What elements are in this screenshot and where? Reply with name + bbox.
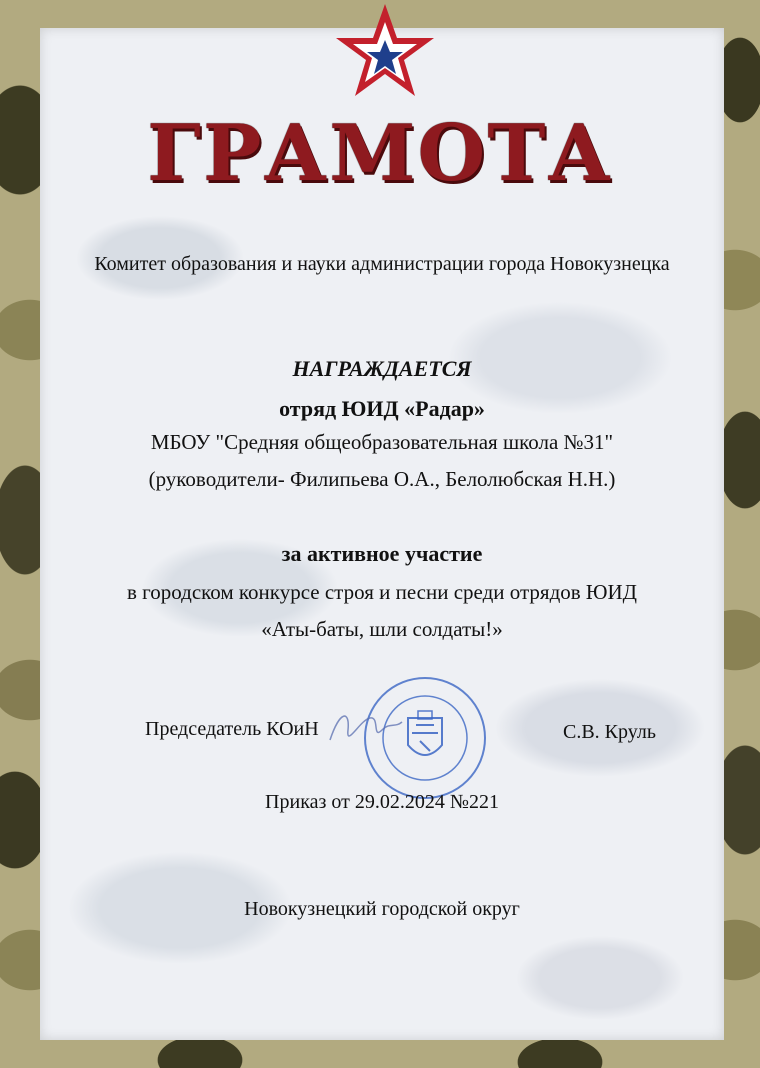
contest-description: в городском конкурсе строя и песни среди отрядов ЮИД [126,580,638,604]
handwritten-signature [320,700,410,760]
chairman-name: С.В. Круль [563,721,656,743]
awarded-label: НАГРАЖДАЕТСЯ [292,356,472,381]
leaders-text: (руководители- Филипьева О.А., Белолюбская Н.Н.) [148,467,616,491]
order-reference: Приказ от 29.02.2024 №221 [265,791,499,813]
award-reason: за активное участие [281,541,483,566]
contest-motto: «Аты-баты, шли солдаты!» [261,617,503,641]
certificate-title: ГРАМОТА [147,108,613,199]
issuing-committee: Комитет образования и науки администрации города Новокузнецка [94,253,670,275]
district-name: Новокузнецкий городской округ [244,898,520,920]
chairman-title: Председатель КОиН [145,718,319,740]
recipient-name: отряд ЮИД «Радар» [279,396,485,421]
star-emblem-icon [330,0,440,100]
school-name: МБОУ "Средняя общеобразовательная школа №31" [150,430,614,454]
